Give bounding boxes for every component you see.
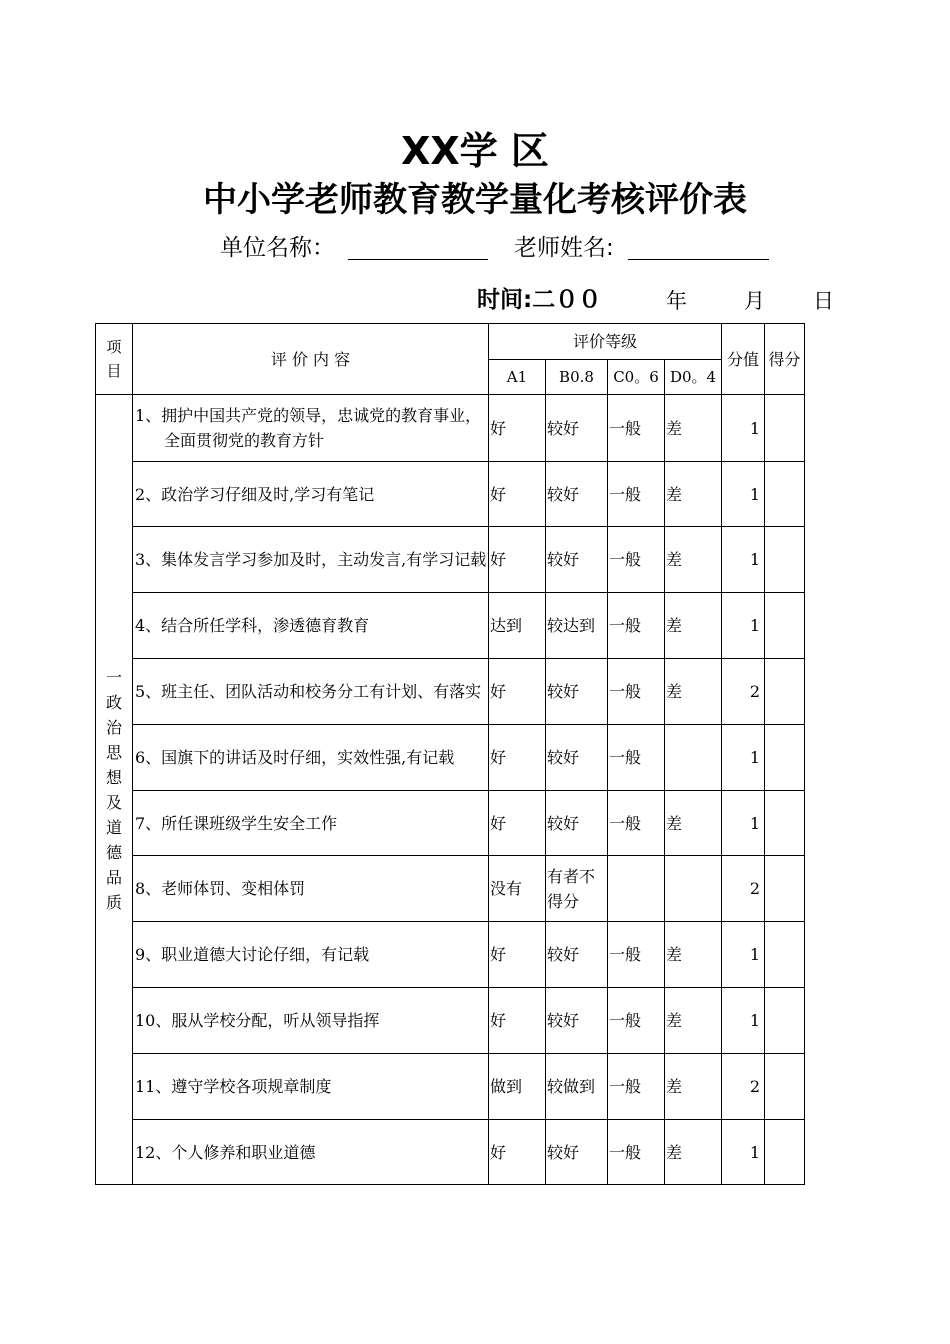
grade-c-cell: 一般 [608,791,665,856]
table-row [96,1054,805,1120]
grade-c-cell: 一般 [608,1054,665,1120]
grade-a-cell: 好 [489,725,546,791]
got-score-cell [765,725,805,791]
document-title-district: XX学 区 [401,129,549,173]
score-value-cell: 1 [722,988,765,1054]
criterion-text: 12、个人修养和职业道德 [135,1142,316,1162]
grade-c-cell: 一般 [608,922,665,988]
got-score-cell [765,659,805,725]
grade-d-cell: 差 [665,988,722,1054]
criterion-cell [133,462,489,527]
grade-a-cell: 好 [489,395,546,462]
got-score-cell [765,527,805,593]
criterion-text: 11、遵守学校各项规章制度 [135,1077,332,1096]
score-value-cell: 2 [722,856,765,922]
grade-b-cell: 较好 [546,462,608,527]
criterion-text: 3、集体发言学习参加及时，主动发言,有学习记载 [135,550,487,569]
got-score-cell [765,462,805,527]
grade-a-cell: 好 [489,988,546,1054]
grade-a-cell: 好 [489,659,546,725]
grade-b-cell: 较好 [546,791,608,856]
got-score-cell [765,1054,805,1120]
evaluation-table [95,323,805,1185]
criterion-cell [133,725,489,791]
criterion-cell [133,856,489,922]
criterion-text: 5、班主任、团队活动和校务分工有计划、有落实 [135,682,482,701]
grade-c-cell: 一般 [608,725,665,791]
grade-a-cell: 好 [489,791,546,856]
grade-b-cell: 较好 [546,725,608,791]
score-value-cell: 1 [722,791,765,856]
grade-d-cell: 差 [665,593,722,659]
grade-b-cell: 较做到 [546,1054,608,1120]
table-row [96,922,805,988]
criterion-text: 7、所任课班级学生安全工作 [135,813,338,833]
got-score-cell [765,593,805,659]
grade-d-cell: 差 [665,659,722,725]
year-label: 年 [666,289,687,313]
table-row [96,856,805,922]
grade-d-cell: 差 [665,395,722,462]
grade-c-header: C0。6 [608,360,665,395]
grade-b-cell: 有者不得分 [546,856,608,922]
day-label: 日 [813,289,834,313]
table-row [96,395,805,462]
grade-c-cell: 一般 [608,659,665,725]
grade-d-cell: 差 [665,527,722,593]
document-title-form: 中小学老师教育教学量化考核评价表 [203,180,747,220]
item-column-header: 项目 [96,324,133,395]
unit-name-blank[interactable] [348,258,488,260]
criterion-text: 2、政治学习仔细及时,学习有笔记 [135,484,375,504]
score-value-cell: 1 [722,395,765,462]
criterion-cell [133,1120,489,1185]
table-row [96,593,805,659]
table-row [96,988,805,1054]
grade-c-cell: 一般 [608,527,665,593]
grade-d-cell: 差 [665,1120,722,1185]
grade-b-cell: 较好 [546,1120,608,1185]
grade-a-cell: 好 [489,462,546,527]
got-score-cell [765,922,805,988]
table-row [96,791,805,856]
time-label: 时间:二００ [477,287,602,313]
got-score-cell [765,1120,805,1185]
criterion-text: 6、国旗下的讲话及时仔细，实效性强,有记载 [135,748,455,767]
criterion-text: 4、结合所任学科，渗透德育教育 [135,616,370,635]
criterion-cell [133,659,489,725]
score-value-cell: 1 [722,1120,765,1185]
category-cell: 一 政 治 思 想 及 道 德 品 质 [96,395,133,1185]
grade-d-cell [665,856,722,922]
score-value-cell: 1 [722,725,765,791]
score-value-cell: 1 [722,922,765,988]
grade-a-cell: 做到 [489,1054,546,1120]
grade-b-cell: 较好 [546,395,608,462]
unit-name-label: 单位名称： [220,235,335,261]
grade-d-cell: 差 [665,462,722,527]
criterion-text: 8、老师体罚、变相体罚 [135,879,306,898]
grade-b-header: B0.8 [546,360,608,395]
teacher-name-blank[interactable] [628,258,769,260]
grade-d-cell: 差 [665,1054,722,1120]
grade-a-header: A1 [489,360,546,395]
got-score-cell [765,791,805,856]
score-value-cell: 2 [722,659,765,725]
got-score-cell [765,856,805,922]
score-column-header: 分值 [722,324,765,395]
grade-b-cell: 较达到 [546,593,608,659]
table-row [96,725,805,791]
grade-a-cell: 没有 [489,856,546,922]
criterion-text: 9、职业道德大讨论仔细，有记载 [135,945,370,964]
teacher-name-label: 老师姓名: [514,235,614,261]
grade-c-cell: 一般 [608,593,665,659]
got-score-column-header: 得分 [765,324,805,395]
criterion-cell [133,527,489,593]
grade-d-cell: 差 [665,791,722,856]
grade-column-header: 评价等级 [489,324,722,360]
criterion-cell [133,395,489,462]
got-score-cell [765,988,805,1054]
grade-b-cell: 较好 [546,527,608,593]
criterion-text: 1、拥护中国共产党的领导，忠诚党的教育事业，全面贯彻党的教育方针 [135,406,482,450]
got-score-cell [765,395,805,462]
criterion-cell [133,1054,489,1120]
grade-c-cell: 一般 [608,462,665,527]
criterion-cell [133,593,489,659]
criterion-cell [133,791,489,856]
grade-c-cell [608,856,665,922]
score-value-cell: 1 [722,527,765,593]
table-row [96,659,805,725]
grade-a-cell: 好 [489,922,546,988]
grade-d-cell: 差 [665,922,722,988]
score-value-cell: 2 [722,1054,765,1120]
criterion-cell [133,922,489,988]
table-row [96,527,805,593]
month-label: 月 [744,289,765,313]
content-column-header: 评 价 内 容 [133,324,489,395]
grade-b-cell: 较好 [546,922,608,988]
table-row [96,462,805,527]
grade-d-header: D0。4 [665,360,722,395]
grade-c-cell: 一般 [608,1120,665,1185]
grade-c-cell: 一般 [608,988,665,1054]
score-value-cell: 1 [722,593,765,659]
grade-a-cell: 好 [489,1120,546,1185]
grade-a-cell: 达到 [489,593,546,659]
table-row [96,1120,805,1185]
score-value-cell: 1 [722,462,765,527]
grade-d-cell [665,725,722,791]
grade-b-cell: 较好 [546,988,608,1054]
grade-c-cell: 一般 [608,395,665,462]
criterion-cell [133,988,489,1054]
criterion-text: 10、服从学校分配，听从领导指挥 [135,1011,380,1030]
grade-a-cell: 好 [489,527,546,593]
grade-b-cell: 较好 [546,659,608,725]
